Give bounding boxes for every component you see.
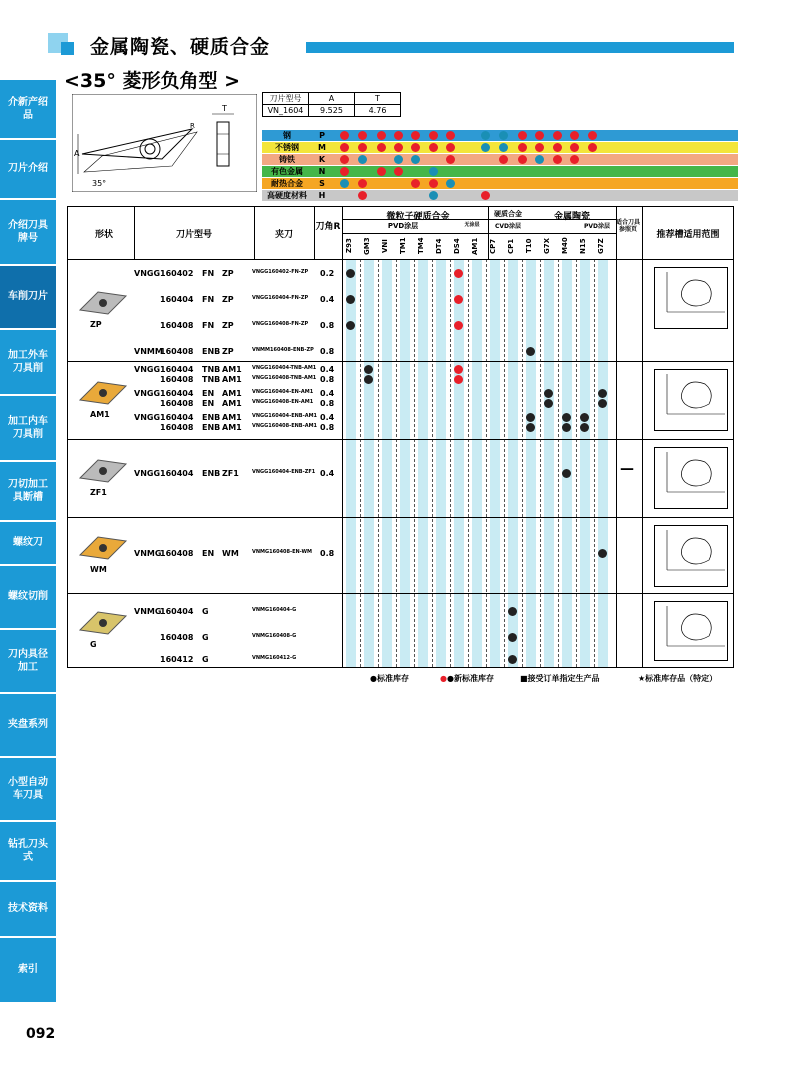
grade-stripe	[400, 259, 410, 667]
sidebar-item-inserts-intro[interactable]: 刀片介绍	[0, 140, 56, 198]
material-dot	[429, 179, 438, 188]
column-rule	[616, 207, 617, 667]
insert-series: VNMG	[134, 607, 162, 616]
material-row-h	[262, 190, 738, 201]
material-dot	[429, 143, 438, 152]
material-dot	[553, 155, 562, 164]
header-group-carbide: 硬质合金	[494, 210, 522, 218]
grade-code: AM1	[222, 413, 242, 422]
chipbreaker: EN	[202, 399, 215, 408]
holder-code: VNGG160408-ENB-AM1	[252, 423, 318, 429]
header-range: 推荐槽适用范围	[656, 230, 720, 240]
grade-divider	[432, 259, 433, 667]
svg-text:A: A	[74, 149, 80, 158]
holder-code: VNGG160402-FN-ZP	[252, 269, 309, 275]
grade-divider	[378, 259, 379, 667]
grade-stripe	[436, 259, 446, 667]
grade-stripe	[364, 259, 374, 667]
stock-dot	[364, 375, 373, 384]
sidebar-item-threading[interactable]: 螺纹切削	[0, 566, 56, 628]
holder-code: VNGG160408-TNB-AM1	[252, 375, 317, 381]
grade-label: G7Z	[597, 238, 605, 254]
stock-dot	[346, 269, 355, 278]
material-dot	[535, 155, 544, 164]
stock-dot	[580, 423, 589, 432]
header-model: 刀片型号	[175, 230, 212, 240]
insert-series: VNMM	[134, 347, 163, 356]
column-rule	[134, 207, 135, 259]
grade-label: DT4	[435, 238, 443, 254]
material-code: N	[312, 166, 332, 177]
column-rule	[642, 207, 643, 667]
material-dot	[358, 155, 367, 164]
material-dot	[377, 143, 386, 152]
grade-label: G7X	[543, 238, 551, 255]
insert-size: 160408	[160, 321, 194, 330]
material-dot	[518, 131, 527, 140]
grade-code: AM1	[222, 389, 242, 398]
grade-divider	[576, 259, 577, 667]
material-dot	[340, 155, 349, 164]
grade-code: ZP	[222, 269, 234, 278]
grade-stripe	[418, 259, 428, 667]
insert-size: 160402	[160, 269, 194, 278]
grade-code: AM1	[222, 399, 242, 408]
material-dot	[446, 131, 455, 140]
shape-label: ZF1	[90, 488, 107, 497]
material-dot	[377, 131, 386, 140]
sidebar-item-chuck[interactable]: 夹盘系列	[0, 694, 56, 756]
insert-table	[67, 206, 734, 668]
sidebar-item-grooving[interactable]: 刀切加工具断槽	[0, 462, 56, 520]
insert-size: 160408	[160, 375, 194, 384]
material-row-n	[262, 166, 738, 177]
grade-stripe	[580, 259, 590, 667]
chipbreaker: TNB	[202, 365, 221, 374]
stock-dot	[562, 423, 571, 432]
header-uncoated: 无涂层	[464, 222, 480, 228]
group-rule	[68, 517, 734, 518]
stock-dot	[526, 347, 535, 356]
material-dot	[446, 143, 455, 152]
corner-radius: 0.8	[320, 375, 335, 384]
grade-code: AM1	[222, 375, 242, 384]
holder-code: VNGG160404-ENB-AM1	[252, 413, 318, 419]
shape-label: G	[90, 640, 97, 649]
group-rule	[68, 667, 734, 668]
chipbreaker: ENB	[202, 423, 221, 432]
grade-stripe	[382, 259, 392, 667]
material-dot	[499, 155, 508, 164]
insert-size: 160404	[160, 365, 194, 374]
holder-code: VNMG160404-G	[252, 607, 297, 613]
header-group-cermet: 金属陶瓷	[553, 212, 590, 222]
material-dot	[481, 143, 490, 152]
insert-series: VNGG	[134, 413, 161, 422]
legend-new: ●●新标准库存	[440, 674, 494, 683]
sidebar-item-external-turning[interactable]: 加工外车刀具削	[0, 330, 56, 394]
holder-code: VNGG160404-FN-ZP	[252, 295, 309, 301]
insert-image	[78, 533, 128, 563]
insert-dimension-drawing	[72, 94, 257, 192]
grade-divider	[360, 259, 361, 667]
grade-divider	[396, 259, 397, 667]
stock-dot	[580, 413, 589, 422]
stock-dot	[544, 389, 553, 398]
corner-radius: 0.2	[320, 269, 335, 278]
stock-dot	[598, 399, 607, 408]
shape-label: AM1	[90, 410, 110, 419]
sidebar	[0, 80, 56, 1002]
insert-size: 160404	[160, 413, 194, 422]
material-dot	[518, 155, 527, 164]
grade-code: ZP	[222, 347, 234, 356]
sidebar-item-swiss[interactable]: 小型自动车刀具	[0, 758, 56, 820]
material-dot	[429, 191, 438, 200]
stock-dot	[598, 389, 607, 398]
material-row-m	[262, 142, 738, 153]
holder-code: VNGG160404-TNB-AM1	[252, 365, 317, 371]
grade-label: TM4	[417, 237, 425, 255]
material-dot	[588, 131, 597, 140]
insert-image	[78, 608, 128, 638]
stock-dot	[454, 365, 463, 374]
column-rule	[254, 207, 255, 259]
stock-dot	[562, 469, 571, 478]
chipbreaker: G	[202, 655, 209, 664]
material-dot	[358, 179, 367, 188]
chipbreaker: ENB	[202, 469, 221, 478]
material-dot	[429, 131, 438, 140]
chipbreaker: ENB	[202, 413, 221, 422]
group-rule	[68, 439, 734, 440]
material-dot	[481, 131, 490, 140]
holder-code: VNGG160408-EN-AM1	[252, 399, 314, 405]
grade-label: AM1	[471, 237, 479, 255]
material-bar	[332, 154, 738, 165]
header-rule	[488, 219, 616, 220]
grade-divider	[468, 259, 469, 667]
holder-code: VNMG160408-G	[252, 633, 297, 639]
insert-series: VNGG	[134, 469, 161, 478]
material-dot	[358, 143, 367, 152]
insert-size: 160404	[160, 389, 194, 398]
svg-text:T: T	[222, 104, 227, 113]
holder-code: VNGG160404-ENB-ZF1	[252, 469, 316, 475]
stock-dot	[544, 399, 553, 408]
material-dot	[340, 167, 349, 176]
sidebar-item-grades[interactable]: 介绍刀具牌号	[0, 200, 56, 264]
material-code: S	[312, 178, 332, 189]
header-rule	[342, 219, 488, 220]
page-subtitle: <35° 菱形负角型 >	[64, 70, 241, 92]
insert-size: 160412	[160, 655, 194, 664]
material-bar	[332, 178, 738, 189]
stock-dot	[454, 269, 463, 278]
grade-label: M40	[561, 237, 569, 255]
insert-size: 160408	[160, 423, 194, 432]
chipbreaker: FN	[202, 321, 215, 330]
stock-dot	[454, 321, 463, 330]
group-rule	[68, 593, 734, 594]
grade-stripe	[562, 259, 572, 667]
material-dot	[553, 143, 562, 152]
insert-image	[78, 456, 128, 486]
grade-divider	[414, 259, 415, 667]
column-rule	[342, 207, 343, 667]
insert-size: 160408	[160, 347, 194, 356]
corner-radius: 0.4	[320, 295, 335, 304]
material-dot	[394, 131, 403, 140]
holder-code: VNMG160412-G	[252, 655, 297, 661]
material-dot	[553, 131, 562, 140]
holder-code: VNGG160404-EN-AM1	[252, 389, 314, 395]
grade-label: GM3	[363, 237, 371, 255]
grade-stripe	[472, 259, 482, 667]
stock-dot	[364, 365, 373, 374]
material-dot	[411, 131, 420, 140]
material-code: H	[312, 190, 332, 201]
chipbreaker: EN	[202, 549, 215, 558]
material-bar	[332, 142, 738, 153]
grade-label: T10	[525, 238, 533, 254]
material-code: M	[312, 142, 332, 153]
header-group-microgain: 微粒子硬质合金	[386, 212, 450, 222]
header-rule	[342, 233, 616, 234]
legend-order: ■接受订单指定生产品	[520, 674, 600, 683]
sidebar-item-new-products[interactable]: 介新产绍品	[0, 80, 56, 138]
material-dot	[411, 155, 420, 164]
material-bar	[332, 130, 738, 141]
material-dot	[535, 131, 544, 140]
grade-label: DS4	[453, 238, 461, 254]
stock-dot	[346, 295, 355, 304]
stock-dot	[454, 375, 463, 384]
grade-code: WM	[222, 549, 239, 558]
stock-dot	[346, 321, 355, 330]
insert-image	[78, 288, 128, 318]
grade-stripe	[544, 259, 554, 667]
material-code: P	[312, 130, 332, 141]
insert-series: VNMG	[134, 549, 162, 558]
stock-dot	[508, 607, 517, 616]
material-dot	[499, 143, 508, 152]
material-dot	[518, 143, 527, 152]
material-dot	[588, 143, 597, 152]
grade-stripe	[526, 259, 536, 667]
material-dot	[394, 155, 403, 164]
corner-radius: 0.8	[320, 423, 335, 432]
column-rule	[488, 207, 489, 259]
material-dot	[340, 179, 349, 188]
insert-size: 160404	[160, 607, 194, 616]
insert-size: 160408	[160, 549, 194, 558]
chipbreaker-range-graph	[654, 601, 728, 661]
chipbreaker-range-graph	[654, 525, 728, 587]
material-dot	[394, 143, 403, 152]
corner-radius: 0.4	[320, 365, 335, 374]
grade-code: ZP	[222, 321, 234, 330]
insert-size: 160404	[160, 295, 194, 304]
chipbreaker: FN	[202, 295, 215, 304]
insert-series: VNGG	[134, 389, 161, 398]
grade-label: CP7	[489, 238, 497, 254]
grade-stripe	[508, 259, 518, 667]
grade-code: ZP	[222, 295, 234, 304]
material-dot	[499, 131, 508, 140]
holder-code: VNGG160408-FN-ZP	[252, 321, 309, 327]
chipbreaker-range-graph	[654, 267, 728, 329]
holder-code: VNMM160408-ENB-ZP	[252, 347, 314, 353]
header-corner: 刀角R	[315, 222, 341, 232]
insert-size: 160404	[160, 469, 194, 478]
chipbreaker-range-graph	[654, 369, 728, 431]
material-dot	[570, 131, 579, 140]
insert-size: 160408	[160, 633, 194, 642]
chipbreaker: G	[202, 607, 209, 616]
grade-code: AM1	[222, 423, 242, 432]
chipbreaker: G	[202, 633, 209, 642]
stock-dot	[562, 413, 571, 422]
material-row-k	[262, 154, 738, 165]
grade-stripe	[598, 259, 608, 667]
material-dot	[481, 191, 490, 200]
material-dot	[394, 167, 403, 176]
material-label: 钢	[262, 130, 312, 141]
legend-standard: ●标准库存	[370, 674, 409, 683]
corner-radius: 0.4	[320, 469, 335, 478]
grade-divider	[594, 259, 595, 667]
grade-divider	[558, 259, 559, 667]
material-dot	[411, 143, 420, 152]
material-dot	[377, 167, 386, 176]
svg-text:35°: 35°	[92, 179, 107, 188]
material-dot	[411, 179, 420, 188]
material-dot	[358, 191, 367, 200]
grade-divider	[504, 259, 505, 667]
material-label: 耐热合金	[262, 178, 312, 189]
shape-label: WM	[90, 565, 107, 574]
corner-radius: 0.4	[320, 413, 335, 422]
material-bar	[332, 166, 738, 177]
corner-radius: 0.8	[320, 399, 335, 408]
stock-dot	[598, 549, 607, 558]
tool-ref-dash: —	[620, 461, 634, 477]
stock-dot	[508, 655, 517, 664]
material-row-p	[262, 130, 738, 141]
header-holder: 夹刀	[274, 230, 293, 240]
sidebar-item-thread-tool[interactable]: 螺纹刀	[0, 522, 56, 564]
column-rule	[314, 207, 315, 259]
chipbreaker: FN	[202, 269, 215, 278]
chipbreaker-range-graph	[654, 447, 728, 509]
grade-label: CP1	[507, 238, 515, 254]
material-label: 不锈钢	[262, 142, 312, 153]
corner-radius: 0.8	[320, 347, 335, 356]
material-row-s	[262, 178, 738, 189]
svg-text:R: R	[190, 122, 195, 130]
holder-code: VNMG160408-EN-WM	[252, 549, 313, 555]
stock-dot	[526, 423, 535, 432]
header-cermet-pvd: PVD涂层	[583, 223, 611, 230]
grade-divider	[540, 259, 541, 667]
grade-label: TM1	[399, 237, 407, 255]
sidebar-item-internal-turning[interactable]: 加工内车刀具削	[0, 396, 56, 460]
header-shape: 形状	[94, 230, 113, 240]
corner-radius: 0.8	[320, 549, 335, 558]
header-pvd: PVD涂层	[387, 222, 419, 230]
insert-size: 160408	[160, 399, 194, 408]
header-square-dark	[61, 42, 74, 55]
header-tool-ref: 适合刀具参照页	[616, 219, 641, 234]
material-dot	[429, 167, 438, 176]
grade-code: AM1	[222, 365, 242, 374]
material-bar	[332, 190, 738, 201]
chipbreaker: EN	[202, 389, 215, 398]
material-dot	[340, 131, 349, 140]
insert-series: VNGG	[134, 365, 161, 374]
group-rule	[68, 361, 734, 362]
grade-label: Z93	[345, 238, 353, 254]
grade-divider	[486, 259, 487, 667]
grade-divider	[522, 259, 523, 667]
material-label: 高硬度材料	[262, 190, 312, 201]
spec-table: 刀片型号 A T VN_1604 9.525 4.76	[262, 92, 401, 117]
legend-special: ★标准库存品（特定）	[638, 674, 718, 683]
sidebar-item-bore[interactable]: 刀内具径加工	[0, 630, 56, 692]
chipbreaker: ENB	[202, 347, 221, 356]
stock-dot	[526, 413, 535, 422]
page-title: 金属陶瓷、硬质合金	[90, 36, 271, 58]
stock-dot	[508, 633, 517, 642]
material-dot	[570, 155, 579, 164]
stock-dot	[454, 295, 463, 304]
chipbreaker: TNB	[202, 375, 221, 384]
corner-radius: 0.8	[320, 321, 335, 330]
header-bar	[306, 42, 734, 53]
header-cvd: CVD涂层	[494, 223, 522, 230]
sidebar-item-index[interactable]: 索引	[0, 938, 56, 1002]
insert-image	[78, 378, 128, 408]
grade-code: ZF1	[222, 469, 239, 478]
material-dot	[535, 143, 544, 152]
material-label: 铸铁	[262, 154, 312, 165]
material-dot	[358, 131, 367, 140]
material-label: 有色金属	[262, 166, 312, 177]
corner-radius: 0.4	[320, 389, 335, 398]
grade-stripe	[490, 259, 500, 667]
sidebar-item-tech[interactable]: 技术资料	[0, 882, 56, 936]
page-number: 092	[26, 1026, 56, 1042]
sidebar-item-drill[interactable]: 钻孔刀头式	[0, 822, 56, 880]
grade-label: N15	[579, 238, 587, 254]
header-rule	[68, 259, 734, 260]
material-code: K	[312, 154, 332, 165]
material-dot	[340, 143, 349, 152]
material-dot	[446, 155, 455, 164]
material-dot	[570, 143, 579, 152]
sidebar-item-turning-inserts[interactable]: 车削刀片	[0, 266, 56, 328]
material-dot	[446, 179, 455, 188]
grade-label: VNI	[381, 239, 389, 253]
shape-label: ZP	[90, 320, 102, 329]
insert-series: VNGG	[134, 269, 161, 278]
grade-divider	[450, 259, 451, 667]
